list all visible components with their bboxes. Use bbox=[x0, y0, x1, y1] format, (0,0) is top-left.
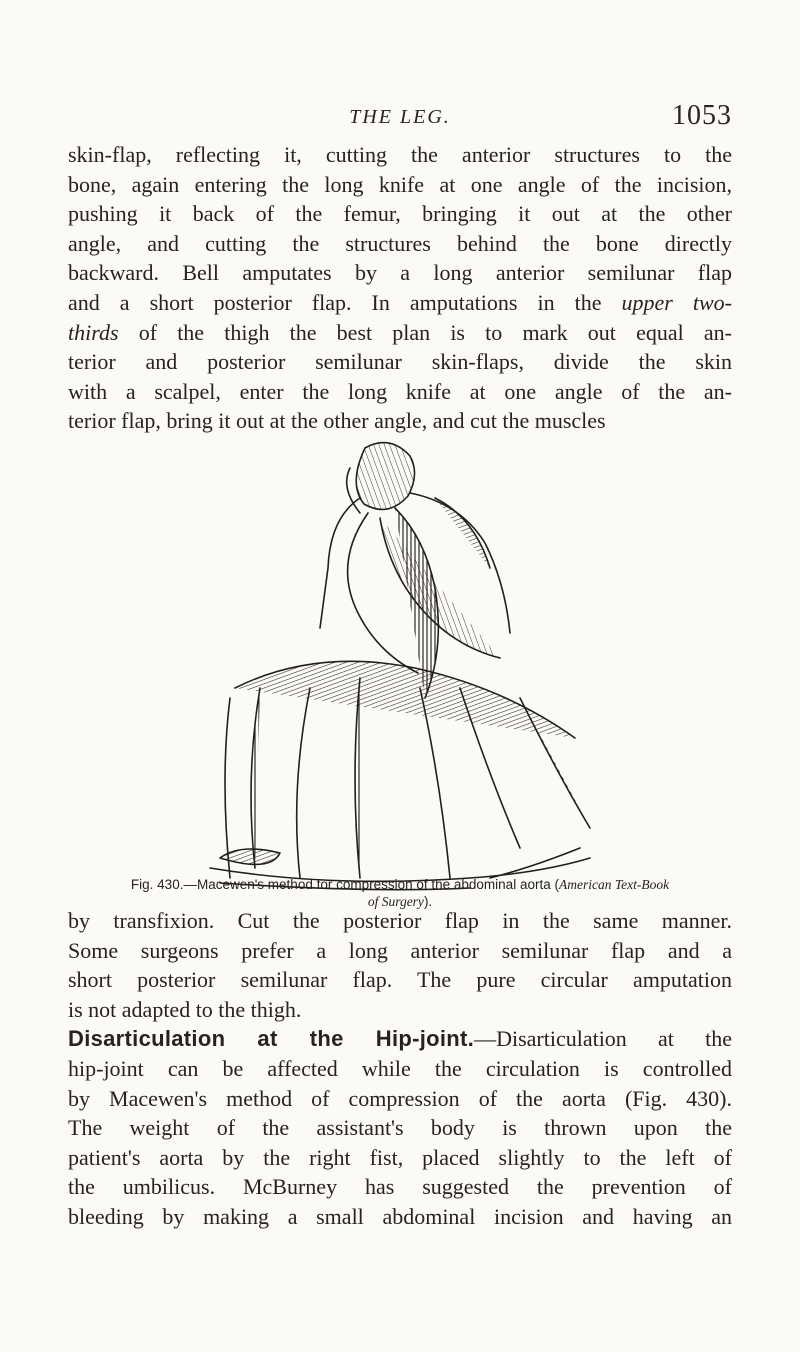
text-line: angle, and cutting the structures behind the bone directly bbox=[68, 230, 732, 256]
paragraph-bottom bbox=[68, 906, 732, 1232]
text-line: with a scalpel, enter the long knife at one angle of the an- bbox=[68, 378, 732, 404]
engraving-seated-figure bbox=[190, 438, 610, 900]
text-line: The weight of the assistant's body is thrown upon the bbox=[68, 1115, 732, 1141]
text-line: patient's aorta by the right fist, placed slightly to the left of bbox=[68, 1144, 732, 1170]
text-line: skin-flap, reflecting it, cutting the anterior structures to the bbox=[68, 142, 732, 167]
text-line: terior flap, bring it out at the other angle, and cut the muscles bbox=[68, 408, 606, 434]
text-line: Some surgeons prefer a long anterior semilunar flap and a bbox=[68, 937, 732, 963]
text-line bbox=[68, 318, 732, 348]
caption-label: Fig. 430.—Macewen's method for compression of the abdominal aorta ( bbox=[130, 877, 559, 892]
text-line: by Macewen's method of compression of the aorta (Fig. 430). bbox=[68, 1085, 732, 1111]
italic-phrase: upper two- bbox=[621, 289, 732, 315]
section-heading: Disarticulation at the Hip-joint. bbox=[68, 1026, 475, 1052]
italic-phrase: thirds bbox=[68, 319, 119, 345]
text-line: backward. Bell amputates by a long anterior semilunar flap bbox=[68, 260, 732, 286]
caption-end: ). bbox=[423, 894, 433, 909]
text-line bbox=[68, 288, 732, 318]
figure-illustration bbox=[190, 438, 610, 900]
running-title: THE LEG. bbox=[349, 106, 451, 128]
running-head bbox=[68, 100, 732, 140]
caption-source: American Text-Book bbox=[558, 877, 670, 892]
text-line: terior and posterior semilunar skin-flaps, divide the skin bbox=[68, 349, 732, 375]
text-line: short posterior semilunar flap. The pure circular amputation bbox=[68, 967, 732, 993]
figure-caption bbox=[68, 876, 732, 910]
text-line bbox=[68, 1024, 732, 1054]
text-line: is not adapted to the thigh. bbox=[68, 996, 302, 1022]
page-number: 1053 bbox=[672, 100, 732, 131]
text-line: pushing it back of the femur, bringing it out at the other bbox=[68, 201, 732, 227]
caption-source-2: of Surgery bbox=[367, 894, 424, 909]
text-fragment: —Disarticulation at the bbox=[474, 1026, 732, 1052]
text-line: bone, again entering the long knife at one angle of the incision, bbox=[68, 171, 732, 197]
text-line: the umbilicus. McBurney has suggested the prevention of bbox=[68, 1174, 732, 1200]
text-line: bleeding by making a small abdominal incision and having an bbox=[68, 1203, 732, 1229]
text-line: hip-joint can be affected while the circulation is controlled bbox=[68, 1055, 732, 1081]
text-fragment: and a short posterior flap. In amputations in the bbox=[68, 289, 602, 315]
paragraph-top bbox=[68, 140, 732, 436]
text-fragment: of the thigh the best plan is to mark out equal an- bbox=[138, 319, 732, 345]
text-line: by transfixion. Cut the posterior flap in the same manner. bbox=[68, 908, 732, 933]
